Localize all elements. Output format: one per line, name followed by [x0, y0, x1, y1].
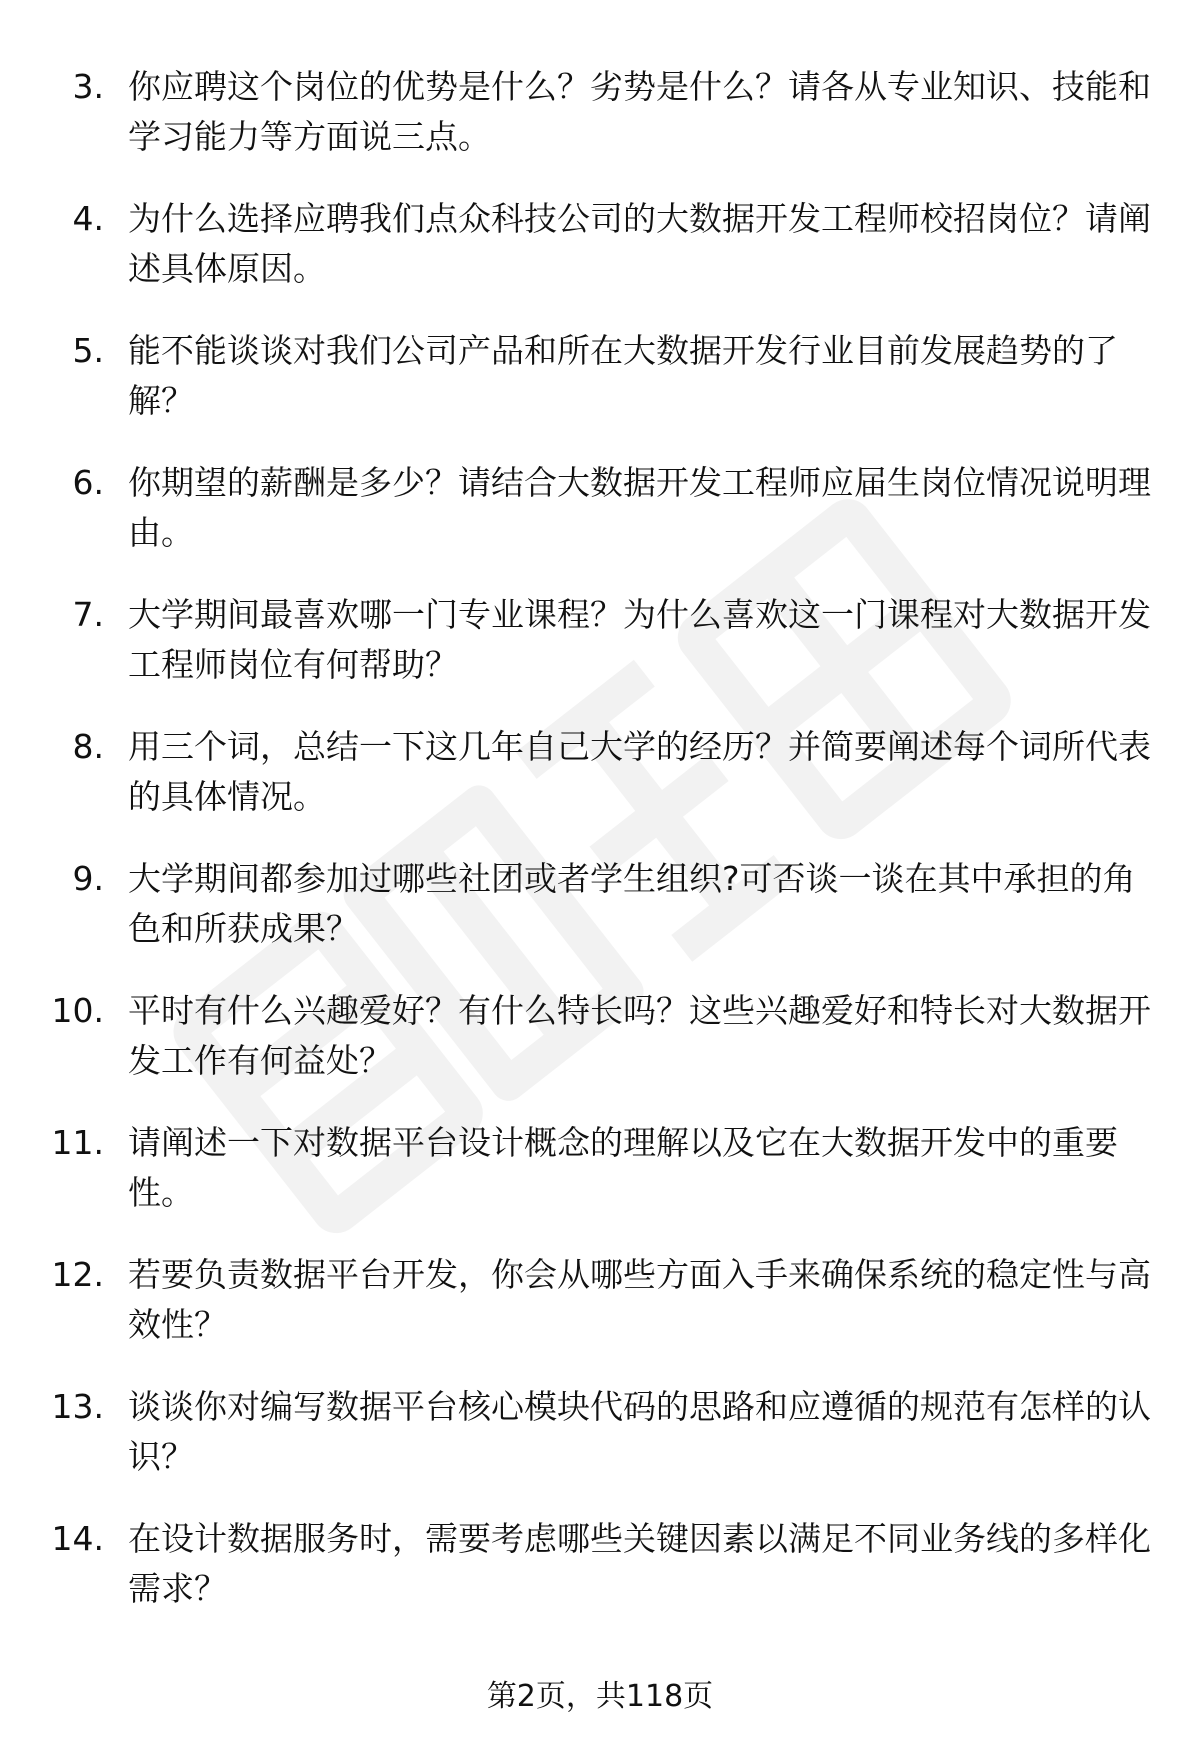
question-number: 9. [72, 859, 104, 898]
question-number: 6. [72, 463, 104, 502]
question-number: 5. [72, 331, 104, 370]
question-text: 大学期间最喜欢哪一门专业课程？为什么喜欢这一门课程对大数据开发工程师岗位有何帮助？ [128, 595, 1151, 684]
question-text: 请阐述一下对数据平台设计概念的理解以及它在大数据开发中的重要性。 [128, 1123, 1118, 1212]
question-text: 平时有什么兴趣爱好？有什么特长吗？这些兴趣爱好和特长对大数据开发工作有何益处？ [128, 991, 1151, 1080]
question-number: 10. [51, 991, 104, 1030]
question-number: 7. [72, 595, 104, 634]
question-text: 大学期间都参加过哪些社团或者学生组织?可否谈一谈在其中承担的角色和所获成果？ [128, 859, 1136, 948]
question-text: 为什么选择应聘我们点众科技公司的大数据开发工程师校招岗位？请阐述具体原因。 [128, 199, 1151, 288]
question-text: 若要负责数据平台开发，你会从哪些方面入手来确保系统的稳定性与高效性？ [128, 1255, 1151, 1344]
question-item [0, 722, 1200, 854]
question-number: 12. [51, 1255, 104, 1294]
question-text: 谈谈你对编写数据平台核心模块代码的思路和应遵循的规范有怎样的认识？ [128, 1387, 1151, 1476]
question-item [0, 986, 1200, 1118]
question-item [0, 326, 1200, 458]
question-item [0, 1382, 1200, 1514]
question-list [0, 62, 1200, 1646]
question-item [0, 1118, 1200, 1250]
page-indicator: 第2页，共118页 [486, 1679, 714, 1714]
question-text: 你应聘这个岗位的优势是什么？劣势是什么？请各从专业知识、技能和学习能力等方面说三点。 [128, 67, 1151, 156]
question-text: 能不能谈谈对我们公司产品和所在大数据开发行业目前发展趋势的了解？ [128, 331, 1118, 420]
question-number: 4. [72, 199, 104, 238]
question-item [0, 590, 1200, 722]
question-item [0, 62, 1200, 194]
question-number: 13. [51, 1387, 104, 1426]
question-number: 11. [51, 1123, 104, 1162]
question-text: 用三个词，总结一下这几年自己大学的经历？并简要阐述每个词所代表的具体情况。 [128, 727, 1151, 816]
question-item [0, 854, 1200, 986]
question-number: 14. [51, 1519, 104, 1558]
question-item [0, 1514, 1200, 1646]
question-number: 8. [72, 727, 104, 766]
question-item [0, 1250, 1200, 1382]
question-text: 在设计数据服务时，需要考虑哪些关键因素以满足不同业务线的多样化需求？ [128, 1519, 1151, 1608]
question-text: 你期望的薪酬是多少？请结合大数据开发工程师应届生岗位情况说明理由。 [128, 463, 1151, 552]
question-item [0, 458, 1200, 590]
question-item [0, 194, 1200, 326]
question-number: 3. [72, 67, 104, 106]
